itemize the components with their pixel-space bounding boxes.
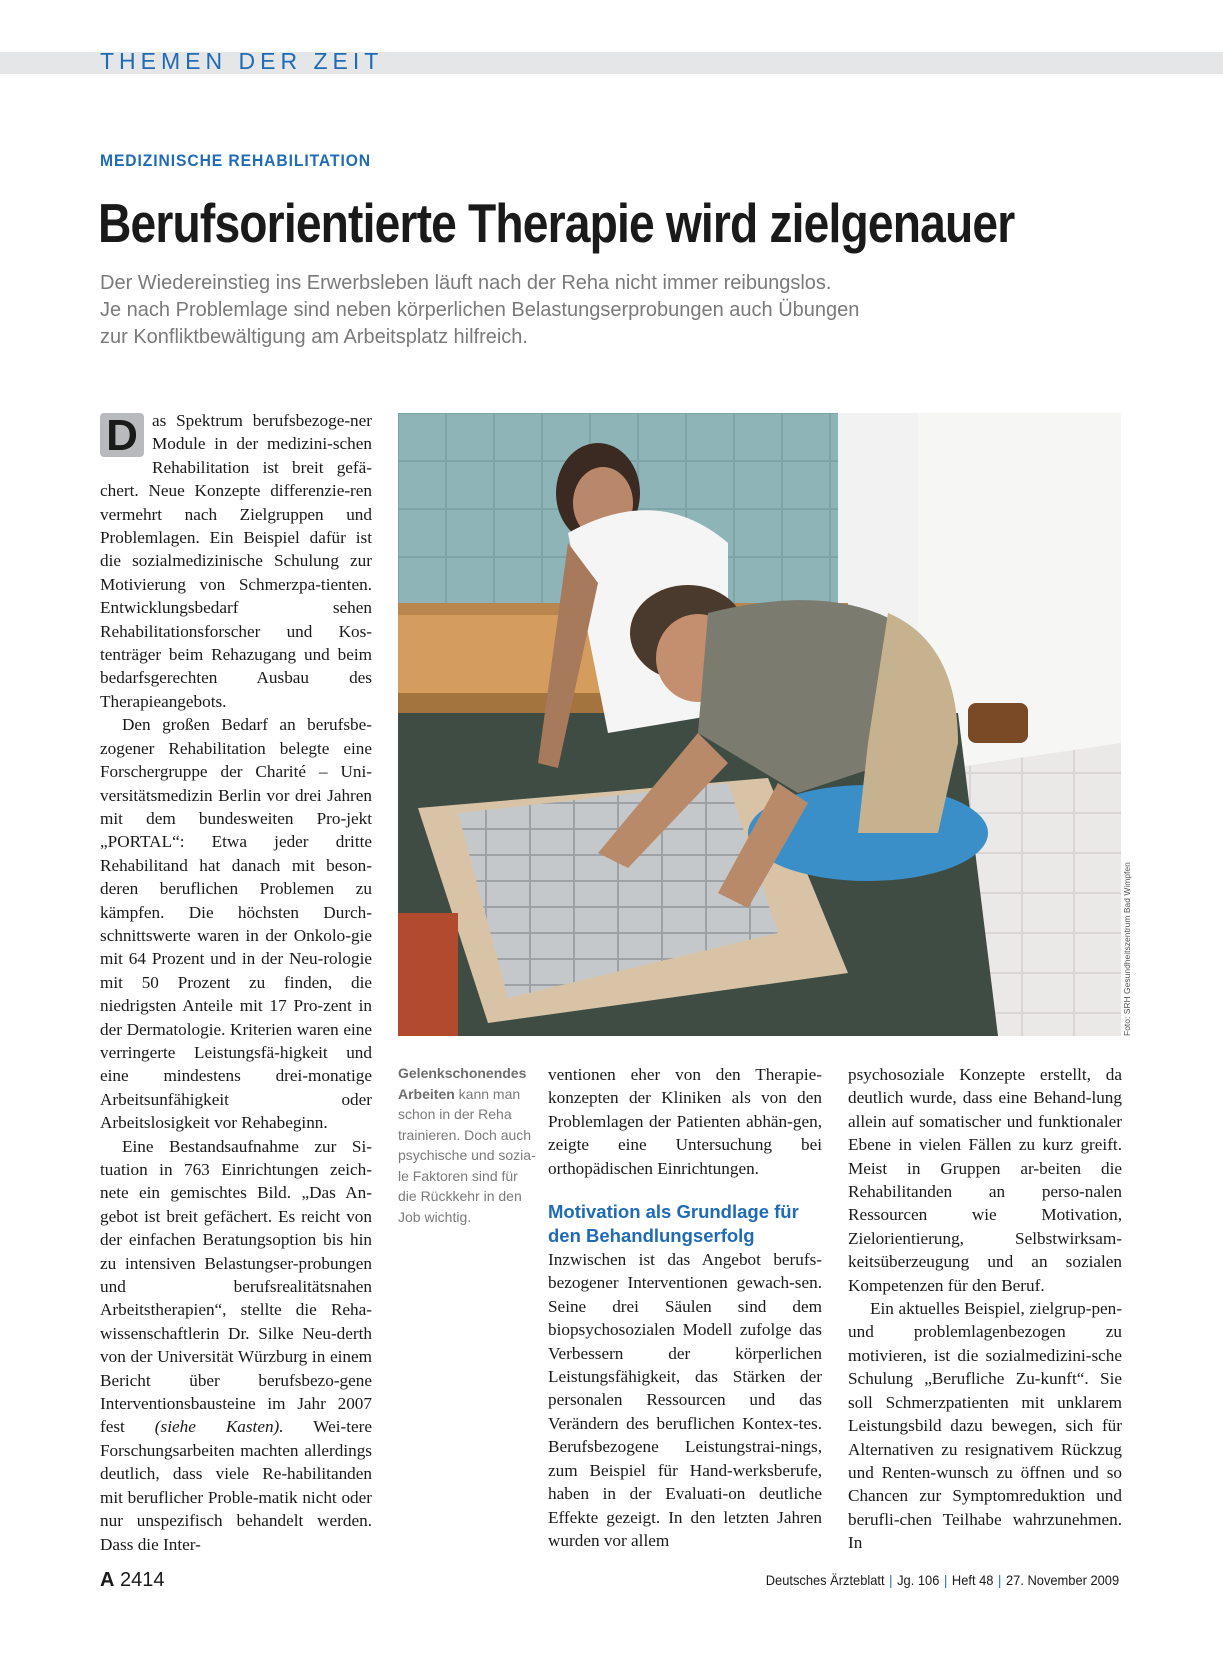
- journal-name: Deutsches Ärzteblatt: [765, 1572, 885, 1588]
- page-prefix: A: [100, 1569, 115, 1591]
- photo-caption: [398, 1063, 540, 1227]
- article-headline: Berufsorientierte Therapie wird zielgenauer: [98, 192, 1015, 254]
- standfirst-line: Der Wiedereinstieg ins Erwerbsleben läuft nach der Reha nicht immer reibungslos.: [100, 272, 832, 294]
- separator: |: [997, 1572, 1002, 1588]
- text-column-1: [100, 409, 372, 1556]
- caption-lead: Gelenkschonendes Arbeiten: [398, 1065, 527, 1102]
- separator: |: [943, 1572, 948, 1588]
- text-column-2: [548, 1063, 822, 1552]
- page-number: [100, 1569, 165, 1592]
- cross-reference: (siehe Kasten).: [154, 1417, 284, 1437]
- drop-cap: D: [100, 413, 144, 457]
- text-column-3: [848, 1063, 1122, 1555]
- issue: Heft 48: [951, 1572, 994, 1588]
- article-photo: [398, 413, 1121, 1036]
- separator: |: [889, 1572, 893, 1588]
- photo-credit: [1122, 862, 1138, 1036]
- page-number-value: 2414: [120, 1569, 165, 1591]
- issue-date: 27. November 2009: [1005, 1572, 1119, 1588]
- volume: Jg. 106: [896, 1572, 940, 1588]
- paragraph-text: as Spektrum berufsbezoge-ner Module in der medizini-schen Rehabilitation ist breit gefä-chert. Neue Konzepte differenzie-ren vermehrt nach Zielgruppen und Problemlagen. Ein Beispiel dafür ist die sozialmedizinische Schulung zur Motivierung von Schmerzpa-tienten. Entwicklungsbedarf sehen Rehabilitationsforscher und Kos-tenträger beim Rehazugang und beim bedarfsgerechten Ausbau des Therapieangebots.: [100, 411, 372, 711]
- paragraph: ventionen eher von den Therapie-konzepten der Kliniken als von den Problemlagen der Patienten abhän-gen, zeigte eine Untersuchung bei orthopädischen Einrichtungen.: [548, 1065, 822, 1178]
- paragraph-text: Eine Bestandsaufnahme zur Si-tuation in 763 Einrichtungen zeich-nete ein gemischtes Bild. „Das An-gebot ist breit gefächert. Es reicht von der einfachen Beratungsoption bis hin zu intensiven Belastungser-probungen und berufsrealitätsnahen Arbeitstherapien“, stellte die Reha-wissenschaftlerin Dr. Silke Neu-derth von der Universität Würzburg in einem Bericht über berufsbezo-gene Interventionsbausteine im Jahr 2007 fest: [100, 1136, 372, 1437]
- paragraph: [100, 409, 372, 713]
- paragraph: Den großen Bedarf an berufsbe-zogener Rehabilitation belegte eine Forschergruppe der Charité – Uni-versitätsmedizin Berlin vor drei Jahren mit dem bundesweiten Pro-jekt „PORTAL“: Etwa jeder dritte Rehabilitand hat danach mit beson-deren beruflichen Problemen zu kämpfen. Die höchsten Durch-schnittswerte waren in der Onkolo-gie mit 64 Prozent und in der Neu-rologie mit 50 Prozent zu finden, die niedrigsten Anteile mit 17 Pro-zent in der Dermatologie. Kriterien waren eine verringerte Leistungsfä-higkeit und eine mindestens drei-monatige Arbeitsunfähigkeit oder Arbeitslosigkeit vor Rehabeginn.: [100, 715, 372, 1133]
- subheading: Motivation als Grundlage für den Behandlungserfolg: [548, 1201, 799, 1247]
- paragraph: psychosoziale Konzepte erstellt, da deutlich wurde, dass eine Behand-lung allein auf somatischer und funktionaler Ebene in vielen Fällen zu kurz greift. Meist in Gruppen ar-beiten die Rehabilitanden an perso-nalen Ressourcen wie Motivation, Zielorientierung, Selbstwirksam-keitsüberzeugung und an sozialen Kompetenzen für den Beruf.: [848, 1065, 1122, 1295]
- standfirst-line: zur Konfliktbewältigung am Arbeitsplatz hilfreich.: [100, 326, 528, 348]
- section-label: THEMEN DER ZEIT: [100, 48, 384, 74]
- paragraph: Ein aktuelles Beispiel, zielgrup-pen- und problemlagenbezogen zu motivieren, ist die sozialmedizini-sche Schulung „Berufliche Zu-kunft“. Sie soll Schmerzpatienten mit unklarem Leistungsbild dazu bewegen, sich für Alternativen zu resignativem Rückzug und Renten-wunsch zu öffnen und so Chancen zur Symptomreduktion und berufli-chen Teilhabe wahrzunehmen. In: [848, 1299, 1122, 1553]
- paragraph-text: Wei-tere Forschungsarbeiten machten allerdings deutlich, dass viele Re-habilitanden mit beruflicher Proble-matik nicht oder nur unspezifisch behandelt werden. Dass die Inter-: [100, 1417, 372, 1554]
- article-standfirst: [100, 270, 1020, 351]
- footer-citation: [766, 1572, 1119, 1588]
- therapy-photo-illustration: [398, 413, 1121, 1036]
- paragraph: [100, 1135, 372, 1556]
- article-kicker: MEDIZINISCHE REHABILITATION: [100, 151, 372, 170]
- paragraph: Inzwischen ist das Angebot berufs-bezogener Interventionen gewach-sen. Seine drei Säulen sind dem biopsychosozialen Modell zufolge das Verbessern der körperlichen Leistungsfähigkeit, das Stärken der personalen Ressourcen und das Verändern des beruflichen Kontex-tes. Berufsbezogene Leistungstrai-nings, zum Beispiel für Hand-werksberufe, haben in der Evaluati-on deutliche Effekte gezeigt. In den letzten Jahren wurden vor allem: [548, 1250, 822, 1550]
- photo-credit-text: Foto: SRH Gesundheitszentrum Bad Wimpfen: [1122, 862, 1132, 1036]
- standfirst-line: Je nach Problemlage sind neben körperlichen Belastungserprobungen auch Übungen: [100, 299, 860, 321]
- caption-text: kann man schon in der Reha trainieren. Doch auch psychische und sozia-le Faktoren sind für die Rückkehr in den Job wichtig.: [398, 1085, 536, 1225]
